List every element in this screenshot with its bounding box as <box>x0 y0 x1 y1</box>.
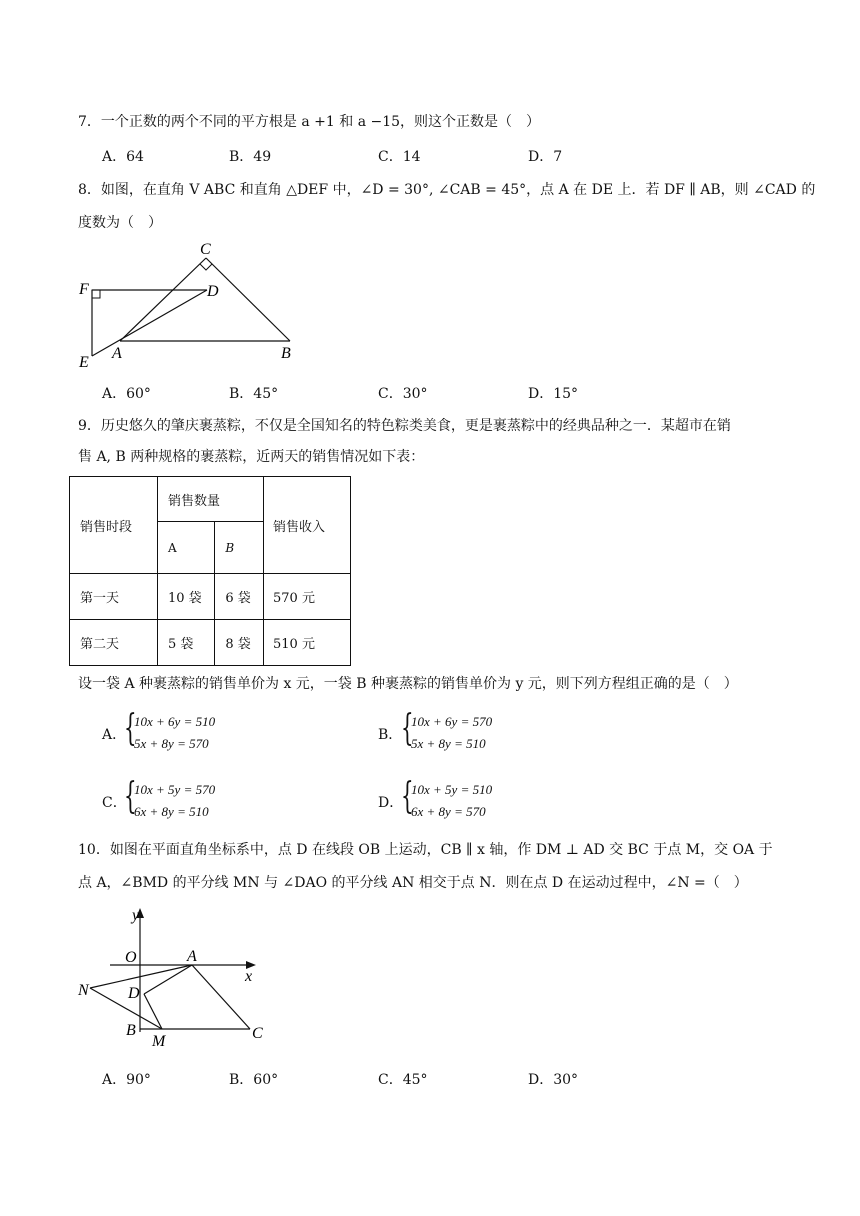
q10-label-n: N <box>78 982 89 999</box>
q9-question: 设一袋 A 种裹蒸粽的销售单价为 x 元，一袋 B 种裹蒸粽的销售单价为 y 元，则下列方程组正确的是（ ） <box>78 676 738 692</box>
q10-option-d: D．30° <box>528 1072 579 1088</box>
q10-coordinate-figure <box>70 902 270 1052</box>
brace-icon: { <box>401 776 414 817</box>
q10-stem-line1: 10．如图在平面直角坐标系中，点 D 在线段 OB 上运动，CB ∥ x 轴，作 DM ⊥ AD 交 BC 于点 M，交 OA 于 <box>78 842 773 858</box>
q10-label-b: B <box>126 1022 136 1039</box>
table-cell-a: 5 袋 <box>158 620 215 666</box>
table-header-b: B <box>215 522 264 574</box>
q7-stem: 7．一个正数的两个不同的平方根是 a +1 和 a −15，则这个正数是（ ） <box>78 114 541 130</box>
table-cell-a: 10 袋 <box>158 574 215 620</box>
q7-option-b: B．49 <box>229 149 272 165</box>
q9-option-c-eq2: 6x + 8y = 510 <box>134 804 209 819</box>
table-row <box>70 620 351 666</box>
q8-label-a: A <box>112 345 122 362</box>
table-header-period: 销售时段 <box>70 477 158 574</box>
table-cell-income: 570 元 <box>264 574 351 620</box>
q10-label-a: A <box>187 948 197 965</box>
q10-label-c: C <box>252 1025 263 1042</box>
q9-option-b-eq1: 10x + 6y = 570 <box>411 714 493 729</box>
table-row <box>70 574 351 620</box>
q8-label-f: F <box>79 281 89 298</box>
q8-option-d: D．15° <box>528 386 579 402</box>
q7-option-a: A．64 <box>102 149 144 165</box>
q9-stem-line1: 9．历史悠久的肇庆裹蒸粽，不仅是全国知名的特色粽类美食，更是裹蒸粽中的经典品种之一．某超市在销 <box>78 418 731 434</box>
q9-option-b-eq2: 5x + 8y = 510 <box>411 736 486 751</box>
q9-stem-line2: 售 A, B 两种规格的裹蒸粽，近两天的销售情况如下表： <box>78 449 425 465</box>
q9-option-c-eq1: 10x + 5y = 570 <box>134 782 216 797</box>
table-cell-b: 8 袋 <box>215 620 264 666</box>
q7-option-c: C．14 <box>378 149 421 165</box>
q10-stem-line2: 点 A，∠BMD 的平分线 MN 与 ∠DAO 的平分线 AN 相交于点 N．则在点 D 在运动过程中，∠N =（ ） <box>78 875 748 891</box>
table-cell-period: 第二天 <box>70 620 158 666</box>
table-header-income: 销售收入 <box>264 477 351 574</box>
q9-option-a-eq2: 5x + 8y = 570 <box>134 736 209 751</box>
table-header-qty: 销售数量 <box>158 477 264 522</box>
brace-icon: { <box>124 708 137 749</box>
sales-table <box>69 476 351 666</box>
q8-label-d: D <box>207 283 219 300</box>
q8-triangle-figure <box>70 236 310 372</box>
q8-option-b: B．45° <box>229 386 279 402</box>
q9-option-a-eq1: 10x + 6y = 510 <box>134 714 216 729</box>
q8-label-c: C <box>200 241 211 258</box>
q9-option-c-label: C． <box>102 795 127 811</box>
q10-option-a: A．90° <box>102 1072 151 1088</box>
brace-icon: { <box>124 776 137 817</box>
q10-label-x: x <box>245 968 253 985</box>
table-cell-b: 6 袋 <box>215 574 264 620</box>
q8-option-a: A．60° <box>102 386 151 402</box>
table-header-a: A <box>158 522 215 574</box>
q8-label-b: B <box>281 345 291 362</box>
q10-label-d: D <box>128 985 140 1002</box>
q8-stem-line1: 8．如图，在直角 V ABC 和直角 △DEF 中，∠D = 30°, ∠CAB = 45°，点 A 在 DE 上．若 DF ∥ AB，则 ∠CAD 的 <box>78 182 816 198</box>
q10-label-o: O <box>125 949 137 966</box>
q10-option-b: B．60° <box>229 1072 279 1088</box>
q8-option-c: C．30° <box>378 386 428 402</box>
brace-icon: { <box>401 708 414 749</box>
q9-option-b-label: B． <box>378 727 403 743</box>
q10-label-y: y <box>132 907 140 924</box>
table-cell-income: 510 元 <box>264 620 351 666</box>
q9-option-a-label: A． <box>102 727 127 743</box>
q9-option-d-eq2: 6x + 8y = 570 <box>411 804 486 819</box>
q10-label-m: M <box>152 1033 166 1050</box>
q9-option-d-label: D． <box>378 795 404 811</box>
q8-label-e: E <box>79 354 89 371</box>
q10-option-c: C．45° <box>378 1072 428 1088</box>
table-cell-period: 第一天 <box>70 574 158 620</box>
q7-option-d: D．7 <box>528 149 563 165</box>
q8-stem-line2: 度数为（ ） <box>78 215 162 231</box>
q9-option-d-eq1: 10x + 5y = 510 <box>411 782 493 797</box>
